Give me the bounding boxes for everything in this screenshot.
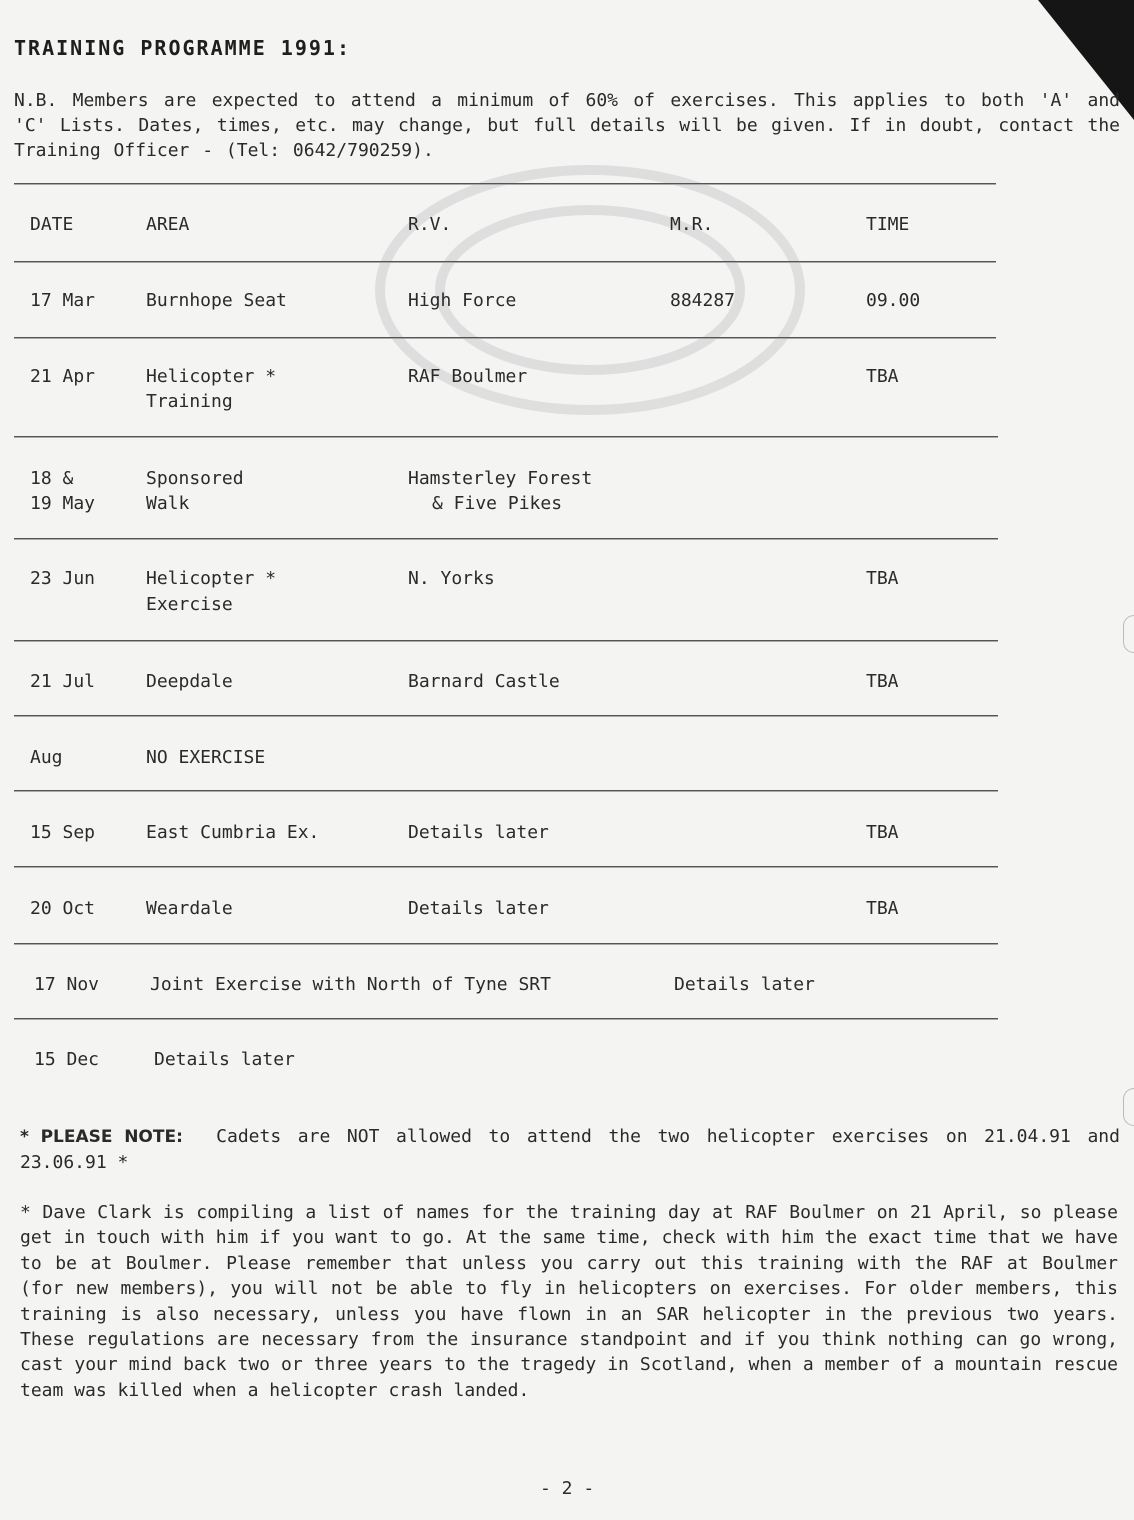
row-area: Weardale	[146, 898, 233, 919]
row-time: TBA	[866, 822, 899, 843]
please-note-text: Cadets are NOT allowed to attend the two helicopter exercises on 21.04.91 and 23.06.91 *	[20, 1126, 1120, 1173]
row-time: TBA	[866, 366, 899, 387]
table-rule	[14, 866, 998, 868]
row-rv: Barnard Castle	[408, 671, 560, 692]
binder-hole	[1123, 1088, 1134, 1126]
row-rv: Hamsterley Forest	[408, 468, 593, 489]
header-mr: M.R.	[670, 214, 714, 235]
table-rule	[14, 538, 998, 540]
row-area: NO EXERCISE	[146, 747, 266, 768]
row-area-line2: Training	[146, 391, 233, 412]
table-rule	[14, 261, 996, 263]
table-rule	[14, 715, 998, 717]
table-rule	[14, 183, 996, 185]
row-rv-line2: & Five Pikes	[432, 493, 563, 514]
row-area: Burnhope Seat	[146, 290, 287, 311]
table-rule	[14, 790, 998, 792]
helicopter-training-note: * Dave Clark is compiling a list of names for the training day at RAF Boulmer on 21 April, so please get in touch with him if you want to go. At the same time, check with him the exact time that we have to be at Boulmer. Please remember that unless you carry out this training with the RAF at Boulmer (for new members), you will not be able to fly in helicopters on exercises. For older members, this training is also necessary, unless you have flown in an SAR helicopter in the previous two years. These regulations are necessary from the insurance standpoint and if you think nothing can go wrong, cast your mind back two or three years to the tragedy in Scotland, when a member of a mountain rescue team was killed when a helicopter crash landed.	[20, 1202, 1118, 1401]
row-date: 17 Mar	[30, 290, 96, 311]
row-area: East Cumbria Ex.	[146, 822, 320, 843]
page-number: - 2 -	[540, 1478, 595, 1499]
binder-hole	[1123, 615, 1134, 653]
row-rv: Details later	[408, 822, 549, 843]
row-mr: 884287	[670, 290, 736, 311]
row-date: 23 Jun	[30, 568, 96, 589]
row-area: Helicopter *	[146, 568, 277, 589]
table-rule	[14, 436, 998, 438]
row-date-line2: 19 May	[30, 493, 96, 514]
row-area: Details later	[154, 1049, 295, 1070]
table-rule	[14, 1018, 998, 1020]
row-date: 18 &	[30, 468, 74, 489]
row-date: 15 Dec	[34, 1049, 100, 1070]
table-rule	[14, 943, 998, 945]
table-rule	[14, 640, 998, 642]
row-rv: N. Yorks	[408, 568, 495, 589]
row-time: 09.00	[866, 290, 921, 311]
row-time: TBA	[866, 898, 899, 919]
row-area: Joint Exercise with North of Tyne SRT	[150, 974, 551, 995]
row-date: 21 Jul	[30, 671, 96, 692]
row-area: Helicopter *	[146, 366, 277, 387]
row-rv: High Force	[408, 290, 517, 311]
row-date: 20 Oct	[30, 898, 96, 919]
please-note	[20, 1124, 1120, 1175]
row-date: Aug	[30, 747, 63, 768]
row-time: TBA	[866, 671, 899, 692]
page-title: TRAINING PROGRAMME 1991:	[14, 36, 351, 60]
header-date: DATE	[30, 214, 74, 235]
row-date: 17 Nov	[34, 974, 100, 995]
row-date: 15 Sep	[30, 822, 96, 843]
row-area-line2: Walk	[146, 493, 190, 514]
row-rv: Details later	[674, 974, 815, 995]
row-area: Sponsored	[146, 468, 244, 489]
header-area: AREA	[146, 214, 190, 235]
nb-paragraph: N.B. Members are expected to attend a minimum of 60% of exercises. This applies to both 'A' and 'C' Lists. Dates, times, etc. may change, but full details will be given. If in doubt, contact the Training Officer - (Tel: 0642/790259).	[14, 90, 1120, 161]
header-time: TIME	[866, 214, 910, 235]
row-time: TBA	[866, 568, 899, 589]
row-rv: Details later	[408, 898, 549, 919]
row-area-line2: Exercise	[146, 594, 233, 615]
please-note-lead: * PLEASE NOTE:	[20, 1127, 183, 1147]
row-date: 21 Apr	[30, 366, 96, 387]
table-rule	[14, 337, 996, 339]
row-rv: RAF Boulmer	[408, 366, 528, 387]
row-area: Deepdale	[146, 671, 233, 692]
header-rv: R.V.	[408, 214, 452, 235]
